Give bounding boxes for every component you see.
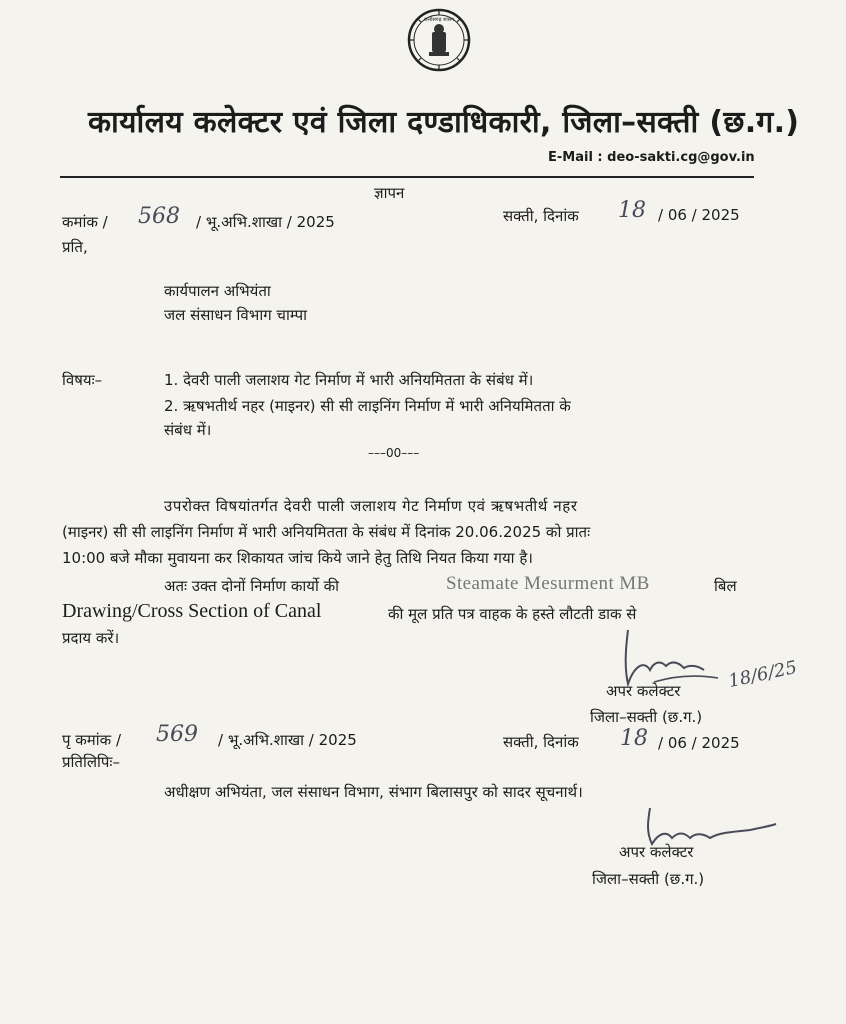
para2-part2: बिल bbox=[714, 577, 737, 595]
endorsement-ref-suffix: / भू.अभि.शाखा / 2025 bbox=[218, 731, 357, 749]
date-day: 18 bbox=[618, 198, 646, 223]
date-prefix: सक्ती, दिनांक bbox=[503, 207, 579, 225]
para2-english1: Steamate Mesurment MB bbox=[446, 573, 650, 594]
state-emblem-seal-icon bbox=[398, 8, 480, 72]
signature-2-designation: अपर कलेक्टर bbox=[619, 843, 694, 861]
para2-line3: प्रदाय करें। bbox=[62, 629, 120, 647]
ref-number: 568 bbox=[138, 204, 180, 229]
para1-line3: 10:00 बजे मौका मुवायना कर शिकायत जांच किये जाने हेतु तिथि नियत किया गया है। bbox=[62, 549, 533, 567]
ref-suffix: / भू.अभि.शाखा / 2025 bbox=[196, 213, 335, 231]
office-email: E-Mail : deo-sakti.cg@gov.in bbox=[548, 150, 755, 165]
subject-item-1: 1. देवरी पाली जलाशय गेट निर्माण में भारी अनियमितता के संबंध में। bbox=[164, 371, 534, 389]
endorsement-date-day: 18 bbox=[620, 726, 648, 751]
signature-1-district: जिला–सक्ती (छ.ग.) bbox=[590, 708, 703, 726]
para1-line1: उपरोक्त विषयांतर्गत देवरी पाली जलाशय गेट निर्माण एवं ऋषभतीर्थ नहर bbox=[164, 497, 578, 515]
para2-part3: की मूल प्रति पत्र वाहक के हस्ते लौटती डाक से bbox=[388, 605, 637, 623]
signature-1-designation: अपर कलेक्टर bbox=[606, 682, 681, 700]
copy-label: प्रतिलिपिः– bbox=[62, 753, 120, 771]
separator: –––00––– bbox=[368, 446, 420, 460]
office-title: कार्यालय कलेक्टर एवं जिला दण्डाधिकारी, जिला–सक्ती (छ.ग.) bbox=[88, 105, 800, 140]
subject-item-2-line1: 2. ऋषभतीर्थ नहर (माइनर) सी सी लाइनिंग निर्माण में भारी अनियमितता के bbox=[164, 397, 571, 415]
endorsement-date-suffix: / 06 / 2025 bbox=[658, 734, 740, 752]
para2-english2: Drawing/Cross Section of Canal bbox=[62, 600, 322, 622]
seal-text: छत्तीसगढ़ शासन bbox=[424, 17, 454, 23]
date-suffix: / 06 / 2025 bbox=[658, 206, 740, 224]
signature-2-district: जिला–सक्ती (छ.ग.) bbox=[592, 870, 705, 888]
ref-prefix: कमांक / bbox=[62, 213, 108, 231]
endorsement-ref-prefix: पृ कमांक / bbox=[62, 731, 122, 749]
header-divider bbox=[60, 176, 754, 178]
subject-item-2-line2: संबंध में। bbox=[164, 421, 212, 439]
endorsement-date-prefix: सक्ती, दिनांक bbox=[503, 733, 579, 751]
endorsement-ref-number: 569 bbox=[156, 722, 198, 747]
to-label: प्रति, bbox=[62, 238, 88, 256]
para1-line2: (माइनर) सी सी लाइनिंग निर्माण में भारी अनियमितता के संबंध में दिनांक 20.06.2025 को प्रातः bbox=[62, 523, 591, 541]
signature-1-initials: 18/6/25 bbox=[726, 657, 799, 692]
recipient-line2: जल संसाधन विभाग चाम्पा bbox=[164, 306, 308, 324]
subject-label: विषयः– bbox=[62, 371, 103, 389]
para2-part1: अतः उक्त दोनों निर्माण कार्यो की bbox=[164, 577, 340, 595]
copy-to: अधीक्षण अभियंता, जल संसाधन विभाग, संभाग बिलासपुर को सादर सूचनार्थ। bbox=[164, 783, 583, 801]
memo-title: ज्ञापन bbox=[374, 184, 405, 202]
recipient-line1: कार्यपालन अभियंता bbox=[164, 282, 271, 300]
